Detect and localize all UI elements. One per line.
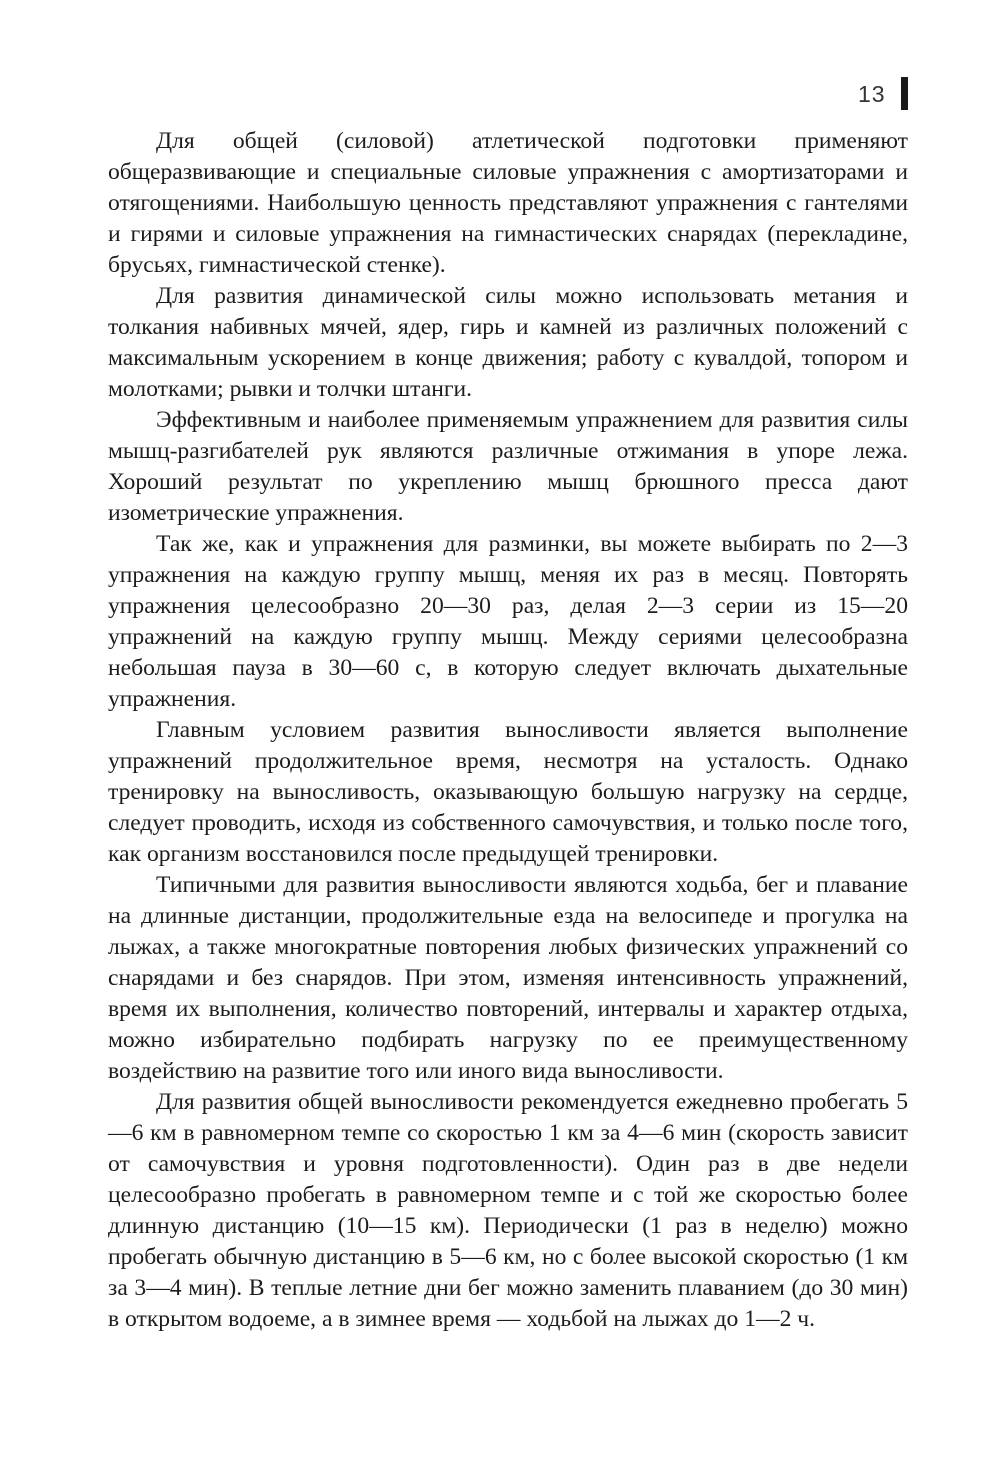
paragraph: Эффективным и наиболее применяемым упражнением для развития силы мышц-разгибателей рук являются различные отжимания в упоре лежа. Хороший результат по укреплению мышц брюшного пресса дают изометрические упражнения. <box>108 407 908 526</box>
paragraph: Для общей (силовой) атлетической подготовки применяют общеразвивающие и специальные силовые упражнения с амортизаторами и отягощениями. Наибольшую ценность представляют упражнения с гантелями и гирями и силовые упражнения на гимнастических снарядах (перекладине, брусьях, гимнастической стенке). <box>108 128 908 278</box>
paragraph: Главным условием развития выносливости является выполнение упражнений продолжительное время, несмотря на усталость. Однако тренировку на выносливость, оказывающую большую нагрузку на сердце, следует проводить, исходя из собственного самочувствия, и только после того, как организм восстановился после предыдущей тренировки. <box>108 717 908 867</box>
paragraph: Типичными для развития выносливости являются ходьба, бег и плавание на длинные дистанции, продолжительные езда на велосипеде и прогулка на лыжах, а также многократные повторения любых физических упражнений со снарядами и без снарядов. При этом, изменяя интенсивность упражнений, время их выполнения, количество повторений, интервалы и характер отдыха, можно избирательно подбирать нагрузку по ее преимущественному воздействию на развитие того или иного вида выносливости. <box>108 872 908 1084</box>
body-text <box>108 126 908 1335</box>
page-number-bar <box>901 77 908 110</box>
page-number: 13 <box>858 81 886 107</box>
paragraph: Для развития динамической силы можно использовать метания и толкания набивных мячей, ядер, гирь и камней из различных положений с максимальным ускорением в конце движения; работу с кувалдой, топором и молотками; рывки и толчки штанги. <box>108 283 908 402</box>
paragraph: Для развития общей выносливости рекомендуется ежедневно пробегать 5—6 км в равномерном темпе со скоростью 1 км за 4—6 мин (скорость зависит от самочувствия и уровня подготовленности). Один раз в две недели целесообразно пробегать в равномерном темпе и с той же скоростью более длинную дистанцию (10—15 км). Периодически (1 раз в неделю) можно пробегать обычную дистанцию в 5—6 км, но с более высокой скоростью (1 км за 3—4 мин). В теплые летние дни бег можно заменить плаванием (до 30 мин) в открытом водоеме, а в зимнее время — ходьбой на лыжах до 1—2 ч. <box>108 1089 908 1332</box>
paragraph: Так же, как и упражнения для разминки, вы можете выбирать по 2—3 упражнения на каждую группу мышц, меняя их раз в месяц. Повторять упражнения целесообразно 20—30 раз, делая 2—3 серии из 15—20 упражнений на каждую группу мышц. Между сериями целесообразна небольшая пауза в 30—60 с, в которую следует включать дыхательные упражнения. <box>108 531 908 712</box>
